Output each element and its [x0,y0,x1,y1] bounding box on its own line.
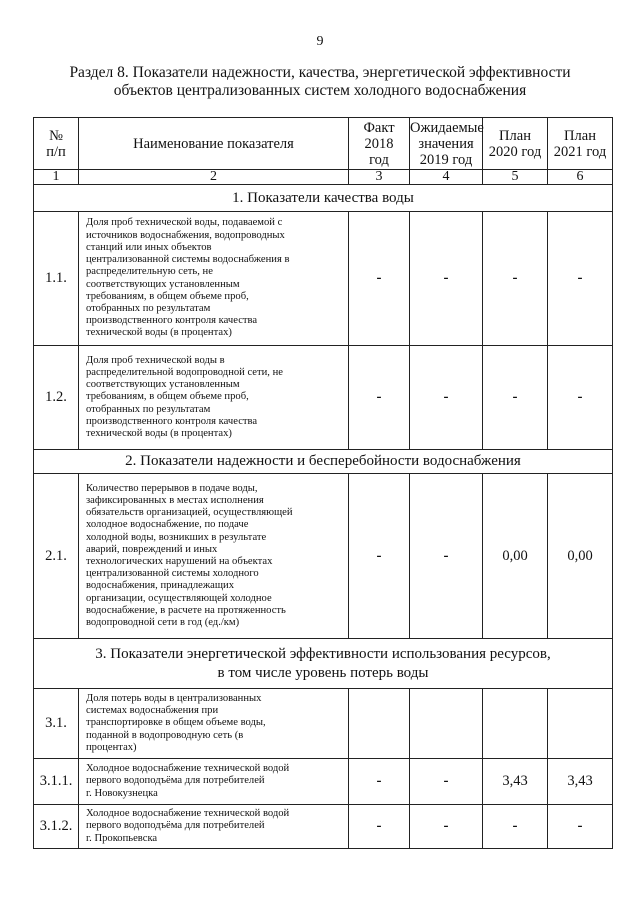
value-expected-2019: - [410,212,483,346]
indicator-description: Количество перерывов в подаче воды, зафиксированных в местах исполнения обязательств организацией, осуществляющей холодное водоснабжение, по подаче холодной воды, возникших в результате аварий, повреждений и иных технологических нарушений на объектах централизованной системы холодного водоснабжения, принадлежащих организации, осуществляющей холодное водоснабжение, в расчете на протяженность водопроводной сети в год (ед./км) [79,474,349,639]
table-row [34,805,613,849]
header-expected: Ожидаемые значения 2019 год [410,119,484,168]
row-number: 3.1.2. [34,805,79,849]
value-plan-2020: - [483,212,548,346]
value-fact-2018 [349,689,410,759]
table-row [34,212,613,346]
section-header-row [34,639,613,689]
section-title-cell: 2. Показатели надежности и бесперебойности водоснабжения [34,450,613,474]
row-number: 1.1. [34,212,79,346]
row-number: 1.2. [34,346,79,450]
value-expected-2019 [410,689,483,759]
column-number: 5 [483,170,548,185]
value-plan-2021: 0,00 [548,474,613,639]
header-name: Наименование показателя [79,118,349,170]
value-fact-2018: - [349,759,410,805]
column-number: 2 [79,170,349,185]
value-plan-2021: - [548,212,613,346]
table-row [34,474,613,639]
indicator-description: Холодное водоснабжение технической водой первого водоподъёма для потребителей г. Прокопьевска [79,805,349,849]
row-number: 3.1.1. [34,759,79,805]
column-number: 4 [410,170,483,185]
value-plan-2020: 0,00 [483,474,548,639]
section-header-row [34,185,613,212]
column-number: 1 [34,170,79,185]
header-number: № п/п [34,118,79,170]
value-expected-2019: - [410,759,483,805]
value-expected-2019: - [410,346,483,450]
value-plan-2020 [483,689,548,759]
indicator-description: Холодное водоснабжение технической водой первого водоподъёма для потребителей г. Новокузнецка [79,759,349,805]
value-plan-2020: 3,43 [483,759,548,805]
title-line-1: Раздел 8. Показатели надежности, качества, энергетической эффективности [69,64,571,81]
value-expected-2019: - [410,805,483,849]
value-plan-2020: - [483,805,548,849]
column-number: 3 [349,170,410,185]
column-number-row [34,170,613,185]
table-row [34,759,613,805]
value-fact-2018: - [349,474,410,639]
indicators-table [33,117,613,849]
value-fact-2018: - [349,346,410,450]
section-title-cell: 3. Показатели энергетической эффективности использования ресурсов, в том числе уровень потерь воды [34,639,613,689]
value-plan-2021: - [548,805,613,849]
section-title [40,64,600,100]
column-number: 6 [548,170,613,185]
header-plan-2021: План 2021 год [548,118,613,170]
row-number: 2.1. [34,474,79,639]
section-title-cell: 1. Показатели качества воды [34,185,613,212]
value-fact-2018: - [349,805,410,849]
value-fact-2018: - [349,212,410,346]
header-row [34,118,613,170]
header-fact: Факт 2018 год [349,118,410,170]
row-number: 3.1. [34,689,79,759]
indicator-description: Доля проб технической воды, подаваемой с источников водоснабжения, водопроводных станций или иных объектов централизованной системы водоснабжения в распределительную сеть, не соответствующих установленным требованиям, в общем объеме проб, отобранных по результатам производственного контроля качества технической воды (в процентах) [79,212,349,346]
table-row [34,689,613,759]
value-plan-2021 [548,689,613,759]
value-plan-2021: - [548,346,613,450]
value-expected-2019: - [410,474,483,639]
value-plan-2021: 3,43 [548,759,613,805]
indicator-description: Доля проб технической воды в распределительной водопроводной сети, не соответствующих установленным требованиям, в общем объеме проб, отобранных по результатам производственного контроля качества технической воды (в процентах) [79,346,349,450]
title-line-2: объектов централизованных систем холодного водоснабжения [113,82,527,99]
page-number: 9 [316,34,324,49]
indicator-description: Доля потерь воды в централизованных системах водоснабжения при транспортировке в общем объеме воды, поданной в водопроводную сеть (в процентах) [79,689,349,759]
table-row [34,346,613,450]
value-plan-2020: - [483,346,548,450]
header-plan-2020: План 2020 год [483,118,548,170]
section-header-row [34,450,613,474]
